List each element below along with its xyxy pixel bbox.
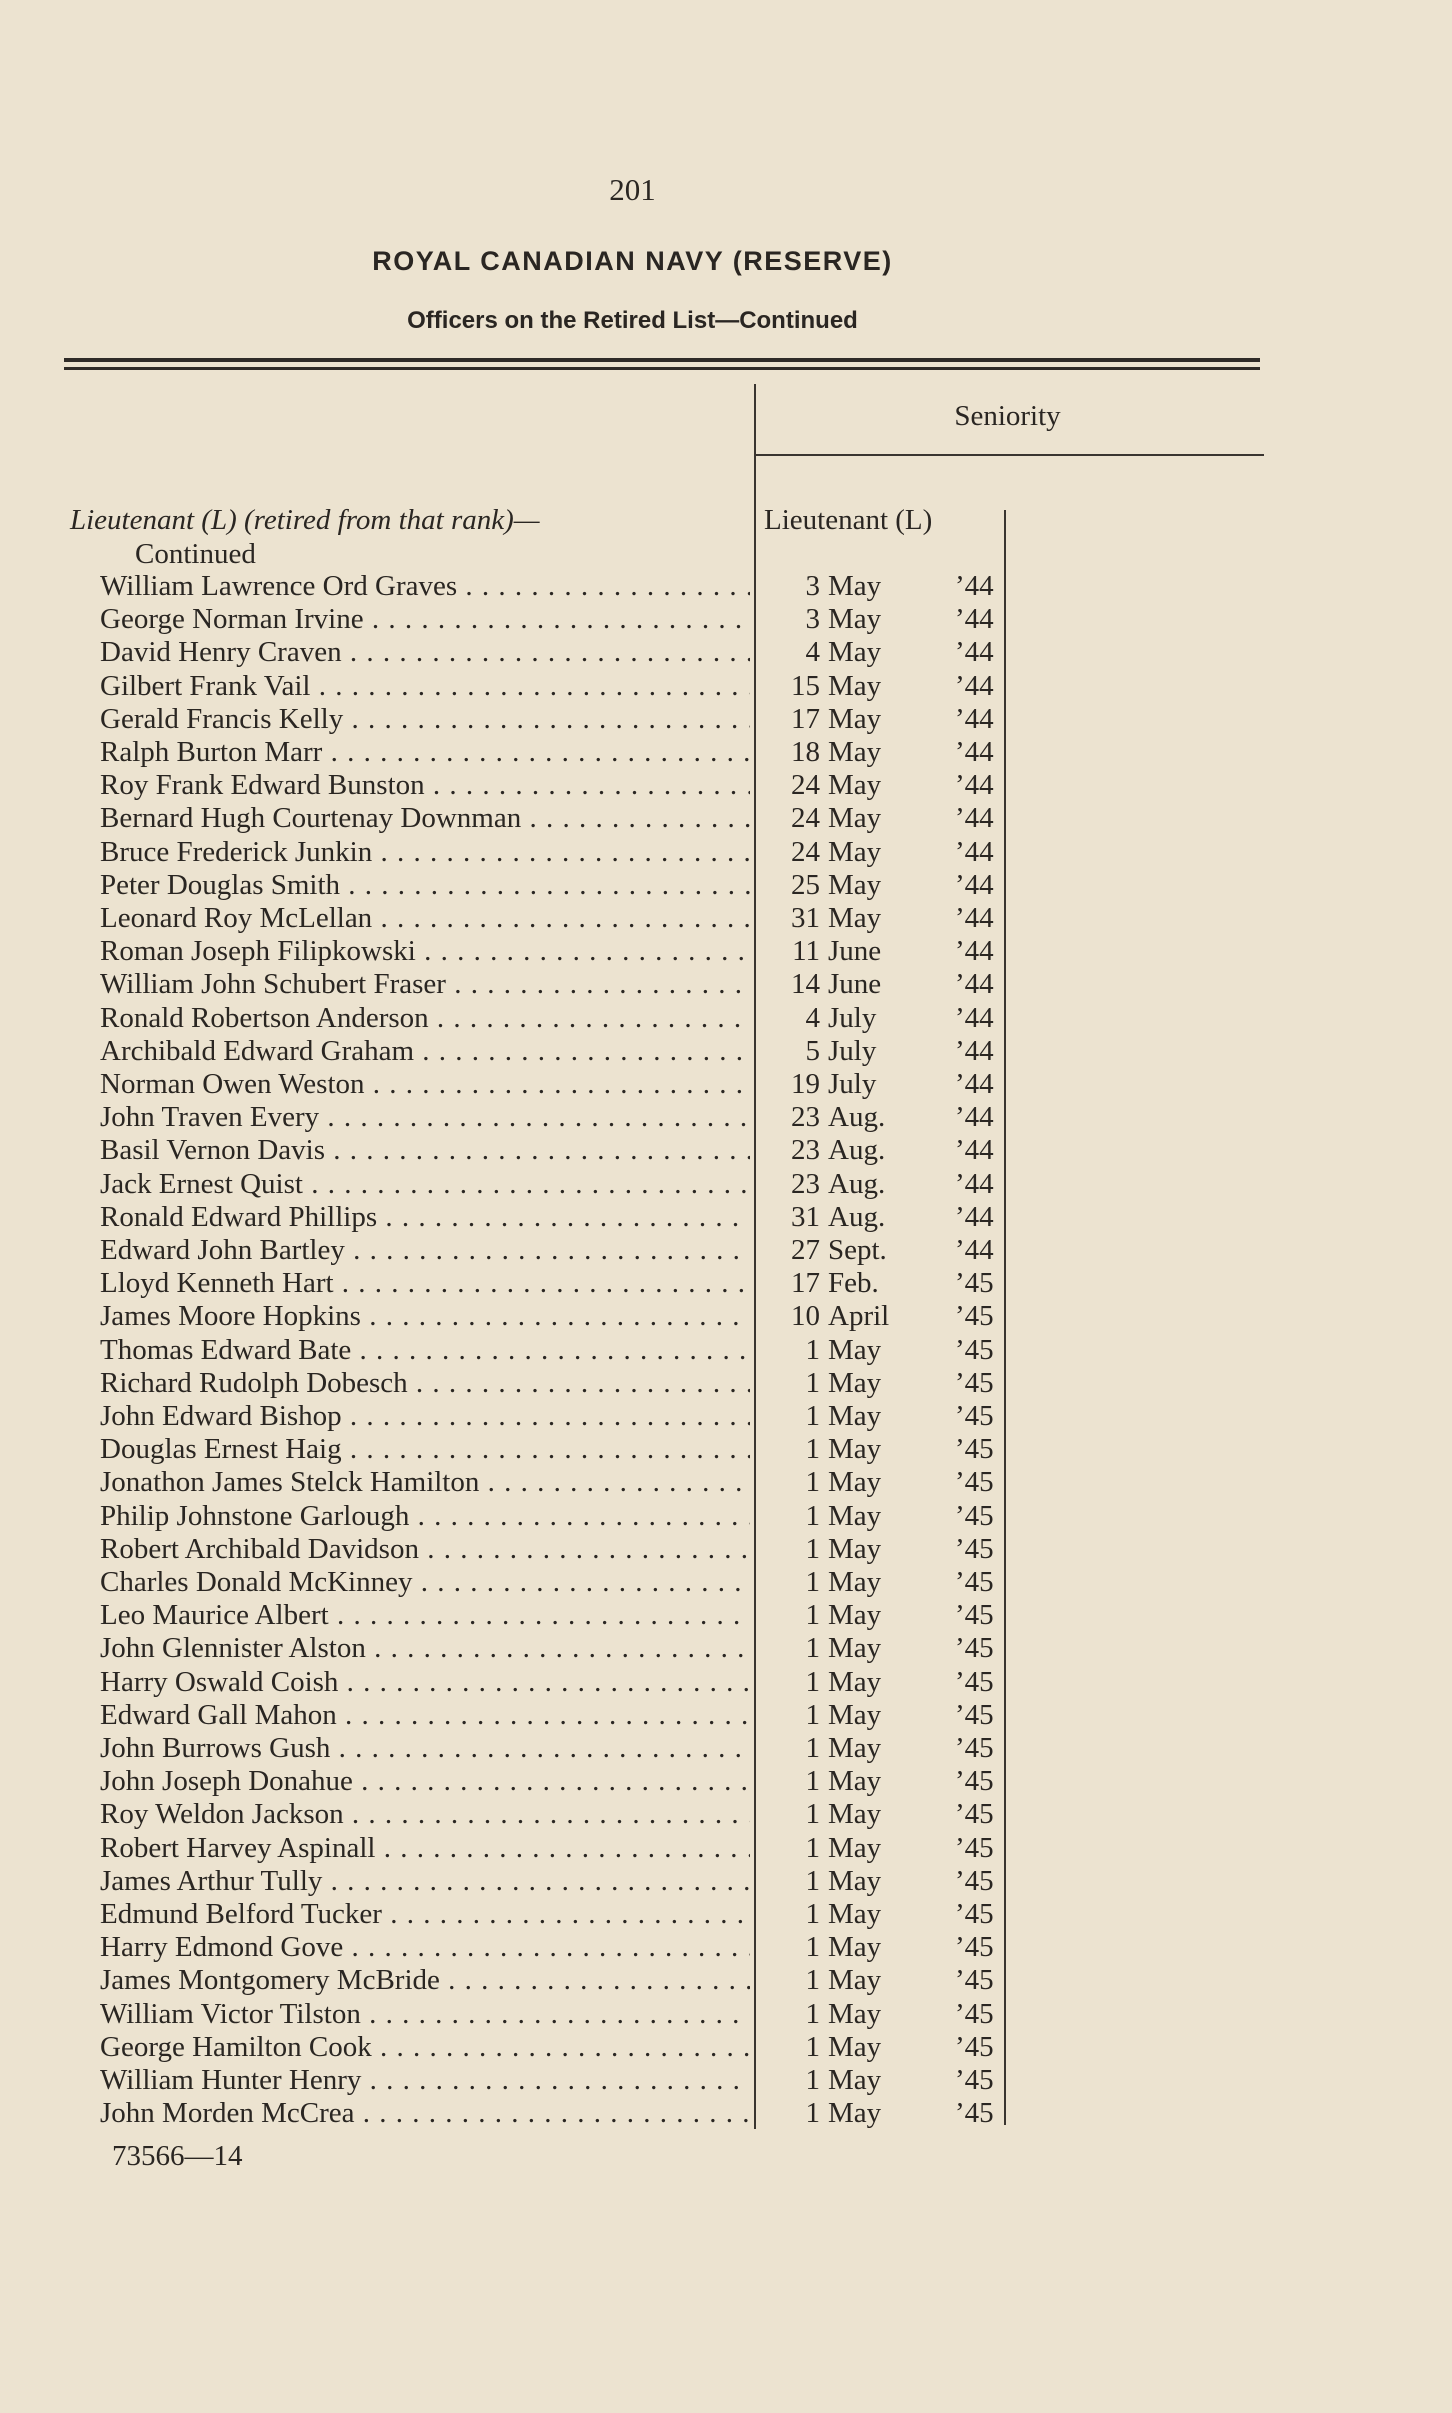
seniority-month: May [828,1798,882,1831]
seniority-day: 17 [791,1267,820,1300]
seniority-day: 1 [805,1400,820,1432]
seniority-day: 23 [791,1167,820,1200]
officer-name: Robert Harvey Aspinall . . . [100,1832,750,1865]
seniority-day: 23 [791,1101,820,1134]
seniority-month: May [828,1499,882,1532]
officer-row [0,703,1452,736]
officer-name: Jack Ernest Quist . . . [100,1168,750,1201]
officer-name: Bernard Hugh Courtenay Downman . . . [100,802,750,835]
seniority-day: 18 [791,736,820,768]
seniority-day: 3 [805,570,820,602]
officer-row [0,1400,1452,1433]
seniority-month: May [828,1433,882,1466]
seniority-month: June [828,935,882,968]
officer-row [0,1732,1452,1765]
seniority-month: May [828,802,882,835]
officer-row [0,1168,1452,1201]
seniority-day: 11 [792,935,820,968]
seniority-year: ’45 [955,1566,994,1598]
officer-name: Ralph Burton Marr . . . [100,736,750,769]
seniority-day: 24 [791,835,820,868]
seniority-year: ’45 [955,1732,994,1764]
officer-name: George Norman Irvine . . . [100,603,750,636]
seniority-month: May [828,1466,882,1499]
seniority-year: ’45 [955,1765,994,1798]
seniority-month: Aug. [828,1134,886,1167]
officer-row [0,1002,1452,1035]
seniority-year: ’45 [955,2064,994,2096]
seniority-day: 1 [805,1333,820,1366]
rank-header: Lieutenant (L) [764,504,933,536]
section-continued: Continued [135,538,256,570]
officer-row [0,1566,1452,1599]
officer-row [0,902,1452,935]
seniority-month: May [828,2064,882,2096]
seniority-month: May [828,1864,882,1897]
officer-name: Norman Owen Weston . . . [100,1068,750,1101]
seniority-day: 1 [805,1532,820,1565]
seniority-day: 1 [805,1798,820,1831]
officer-row [0,636,1452,669]
seniority-month: May [828,1898,882,1930]
seniority-year: ’44 [955,935,994,968]
officer-name: Edward Gall Mahon . . . [100,1699,750,1732]
seniority-year: ’44 [955,736,994,768]
officer-name: James Moore Hopkins . . . [100,1300,750,1333]
seniority-year: ’45 [955,1366,994,1399]
officer-row [0,1632,1452,1665]
officer-row [0,1134,1452,1167]
officer-name: Edmund Belford Tucker . . . [100,1898,750,1931]
seniority-day: 14 [791,968,820,1001]
page-title: ROYAL CANADIAN NAVY (RESERVE) [372,246,893,276]
seniority-day: 1 [805,1632,820,1665]
officer-row [0,1433,1452,1466]
seniority-year: ’45 [955,1466,994,1499]
seniority-day: 1 [805,1931,820,1964]
officer-name: Roman Joseph Filipkowski . . . [100,935,750,968]
seniority-day: 1 [805,2064,820,2096]
officer-name: Basil Vernon Davis . . . [100,1134,750,1167]
officer-row [0,1367,1452,1400]
seniority-year: ’45 [955,1599,994,1632]
seniority-month: May [828,1599,882,1632]
seniority-year: ’44 [955,1101,994,1134]
officer-name: Edward John Bartley . . . [100,1234,750,1267]
officer-name: Roy Weldon Jackson . . . [100,1798,750,1831]
page-number: 201 [609,172,656,207]
seniority-year: ’44 [955,570,994,602]
officer-row [0,935,1452,968]
seniority-year: ’44 [955,636,994,669]
officer-name: George Hamilton Cook . . . [100,2031,750,2064]
seniority-month: May [828,868,882,901]
officer-row [0,1699,1452,1732]
seniority-year: ’45 [955,1964,994,1997]
officer-row [0,1068,1452,1101]
officer-row [0,1267,1452,1300]
seniority-day: 19 [791,1068,820,1100]
officer-name: James Arthur Tully . . . [100,1865,750,1898]
officer-name: Jonathon James Stelck Hamilton . . . [100,1466,750,1499]
seniority-year: ’44 [955,1068,994,1100]
seniority-month: Aug. [828,1167,886,1200]
officer-name: Thomas Edward Bate . . . [100,1334,750,1367]
officer-name: Archibald Edward Graham . . . [100,1035,750,1068]
seniority-month: May [828,835,882,868]
seniority-month: May [828,2097,882,2130]
officer-name: Ronald Edward Phillips . . . [100,1201,750,1234]
seniority-day: 1 [805,1898,820,1930]
officer-name: Douglas Ernest Haig . . . [100,1433,750,1466]
officer-row [0,1201,1452,1234]
seniority-year: ’45 [955,1665,994,1698]
seniority-month: May [828,1566,882,1598]
officer-row [0,1599,1452,1632]
seniority-year: ’44 [955,835,994,868]
seniority-month: July [828,1068,877,1100]
seniority-day: 23 [791,1134,820,1167]
seniority-month: May [828,1765,882,1798]
seniority-year: ’45 [955,1333,994,1366]
officer-row [0,1832,1452,1865]
seniority-year: ’45 [955,1898,994,1930]
seniority-day: 1 [805,1997,820,2030]
seniority-year: ’45 [955,1632,994,1665]
seniority-day: 4 [805,1001,820,1034]
seniority-month: May [828,603,882,636]
seniority-year: ’44 [955,1167,994,1200]
seniority-month: May [828,636,882,669]
officer-row [0,1035,1452,1068]
seniority-year: ’45 [955,1997,994,2030]
seniority-day: 24 [791,802,820,835]
seniority-day: 1 [805,2097,820,2130]
officer-row [0,1666,1452,1699]
seniority-year: ’44 [955,1034,994,1067]
officer-row [0,1931,1452,1964]
officer-row [0,670,1452,703]
officer-name: William John Schubert Fraser . . . [100,968,750,1001]
officer-row [0,836,1452,869]
seniority-year: ’45 [955,1499,994,1532]
section-label: Lieutenant (L) (retired from that rank)— [70,504,540,536]
seniority-day: 1 [805,1831,820,1864]
seniority-day: 1 [805,2030,820,2063]
officer-name: John Morden McCrea . . . [100,2097,750,2130]
seniority-year: ’45 [955,1698,994,1731]
seniority-day: 1 [805,1732,820,1764]
seniority-month: May [828,1400,882,1432]
seniority-year: ’45 [955,1300,994,1333]
officer-row [0,1765,1452,1798]
officer-row [0,869,1452,902]
seniority-day: 24 [791,769,820,802]
seniority-day: 1 [805,1366,820,1399]
officer-name: Philip Johnstone Garlough . . . [100,1500,750,1533]
officer-name: John Burrows Gush . . . [100,1732,750,1765]
seniority-day: 1 [805,1433,820,1466]
seniority-year: ’45 [955,1831,994,1864]
seniority-year: ’45 [955,1267,994,1300]
seniority-month: July [828,1001,877,1034]
officer-row [0,570,1452,603]
seniority-day: 1 [805,1466,820,1499]
seniority-year: ’44 [955,669,994,702]
seniority-day: 17 [791,702,820,735]
seniority-day: 1 [805,1499,820,1532]
officer-name: Gerald Francis Kelly . . . [100,703,750,736]
seniority-month: May [828,902,882,934]
seniority-month: May [828,1831,882,1864]
seniority-header-rule [756,454,1264,456]
seniority-year: ’45 [955,1931,994,1964]
seniority-month: Aug. [828,1200,886,1233]
officer-name: Robert Archibald Davidson . . . [100,1533,750,1566]
seniority-month: May [828,1997,882,2030]
seniority-month: May [828,1333,882,1366]
seniority-day: 4 [805,636,820,669]
officer-name: William Hunter Henry . . . [100,2064,750,2097]
officer-name: Charles Donald McKinney . . . [100,1566,750,1599]
officer-name: John Traven Every . . . [100,1101,750,1134]
seniority-day: 3 [805,603,820,636]
seniority-day: 27 [791,1234,820,1266]
officer-row [0,2097,1452,2130]
officer-row [0,1101,1452,1134]
seniority-month: May [828,1366,882,1399]
seniority-month: Sept. [828,1234,887,1266]
seniority-month: May [828,1931,882,1964]
officer-name: Gilbert Frank Vail . . . [100,670,750,703]
seniority-year: ’44 [955,1234,994,1266]
seniority-day: 15 [791,669,820,702]
seniority-month: Feb. [828,1267,879,1300]
officer-name: Leo Maurice Albert . . . [100,1599,750,1632]
officer-row [0,769,1452,802]
seniority-month: May [828,1632,882,1665]
seniority-year: ’44 [955,1200,994,1233]
officer-row [0,1466,1452,1499]
officer-row [0,1234,1452,1267]
seniority-month: May [828,570,882,602]
officer-row [0,802,1452,835]
seniority-year: ’45 [955,1433,994,1466]
seniority-month: May [828,1532,882,1565]
seniority-year: ’45 [955,1798,994,1831]
seniority-day: 5 [805,1034,820,1067]
officer-row [0,1533,1452,1566]
seniority-day: 10 [791,1300,820,1333]
officer-row [0,1300,1452,1333]
seniority-year: ’44 [955,902,994,934]
officer-row [0,1964,1452,1997]
seniority-month: May [828,1732,882,1764]
seniority-month: May [828,702,882,735]
seniority-year: ’44 [955,702,994,735]
header-rule-top [64,358,1260,362]
seniority-month: April [828,1300,890,1333]
officer-name: Richard Rudolph Dobesch . . . [100,1367,750,1400]
officer-name: William Lawrence Ord Graves . . . [100,570,750,603]
seniority-year: ’44 [955,1134,994,1167]
officer-row [0,1898,1452,1931]
seniority-day: 31 [791,902,820,934]
officer-name: Roy Frank Edward Bunston . . . [100,769,750,802]
seniority-year: ’44 [955,802,994,835]
seniority-year: ’45 [955,1532,994,1565]
seniority-month: May [828,1964,882,1997]
seniority-year: ’44 [955,1001,994,1034]
officer-name: Harry Oswald Coish . . . [100,1666,750,1699]
officer-name: John Joseph Donahue . . . [100,1765,750,1798]
officer-name: Harry Edmond Gove . . . [100,1931,750,1964]
seniority-year: ’44 [955,603,994,636]
seniority-month: Aug. [828,1101,886,1134]
seniority-column-header: Seniority [954,400,1061,432]
officer-name: Leonard Roy McLellan . . . [100,902,750,935]
seniority-month: June [828,968,882,1001]
seniority-month: May [828,1665,882,1698]
officer-row [0,2031,1452,2064]
officer-row [0,1798,1452,1831]
officer-name: David Henry Craven . . . [100,636,750,669]
header-rule-bottom [64,367,1260,370]
officer-row [0,1334,1452,1367]
seniority-year: ’45 [955,2097,994,2130]
seniority-year: ’44 [955,868,994,901]
seniority-day: 25 [791,868,820,901]
officer-name: Bruce Frederick Junkin . . . [100,836,750,869]
seniority-day: 1 [805,1599,820,1632]
seniority-month: May [828,669,882,702]
seniority-day: 1 [805,1665,820,1698]
seniority-day: 1 [805,1566,820,1598]
seniority-day: 1 [805,1698,820,1731]
seniority-year: ’45 [955,2030,994,2063]
seniority-day: 1 [805,1964,820,1997]
seniority-year: ’44 [955,968,994,1001]
officer-row [0,1865,1452,1898]
seniority-year: ’45 [955,1400,994,1432]
officer-name: Ronald Robertson Anderson . . . [100,1002,750,1035]
officer-name: John Glennister Alston . . . [100,1632,750,1665]
print-code: 73566—14 [112,2140,243,2172]
seniority-month: July [828,1034,877,1067]
seniority-year: ’45 [955,1864,994,1897]
officer-name: Lloyd Kenneth Hart . . . [100,1267,750,1300]
page-subtitle: Officers on the Retired List—Continued [407,307,858,334]
officer-row [0,736,1452,769]
seniority-day: 1 [805,1765,820,1798]
officer-name: John Edward Bishop . . . [100,1400,750,1433]
seniority-month: May [828,736,882,768]
officer-row [0,968,1452,1001]
officer-row [0,1998,1452,2031]
seniority-month: May [828,2030,882,2063]
seniority-day: 1 [805,1864,820,1897]
officer-row [0,603,1452,636]
officer-row [0,2064,1452,2097]
seniority-month: May [828,769,882,802]
officer-name: James Montgomery McBride . . . [100,1964,750,1997]
officer-name: Peter Douglas Smith . . . [100,869,750,902]
seniority-year: ’44 [955,769,994,802]
seniority-day: 31 [791,1200,820,1233]
officer-name: William Victor Tilston . . . [100,1998,750,2031]
seniority-month: May [828,1698,882,1731]
officer-row [0,1500,1452,1533]
